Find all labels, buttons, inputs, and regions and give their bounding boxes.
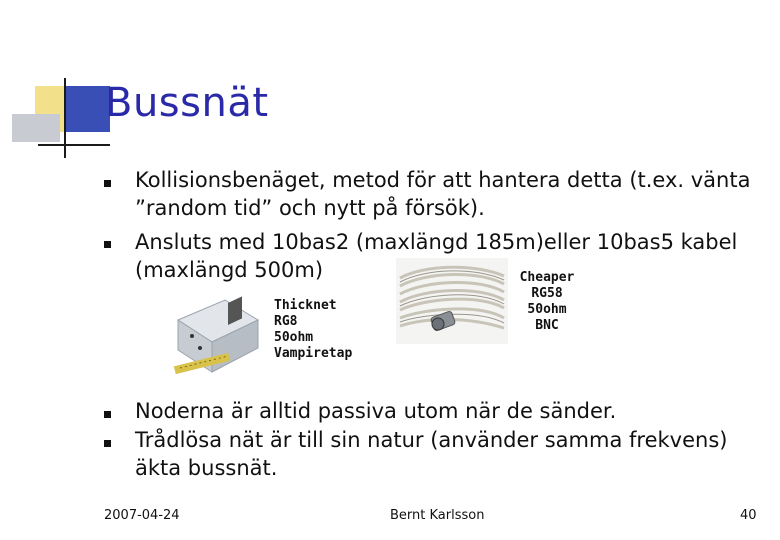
coax-cable-photo — [396, 258, 508, 344]
decor-horizontal-line — [38, 144, 110, 146]
cheaper-caption-line: Cheaper — [519, 270, 575, 285]
footer-page-number: 40 — [740, 508, 757, 523]
cheaper-caption-line: BNC — [535, 318, 559, 333]
decor-vertical-line — [64, 78, 66, 158]
thicknet-caption-line: 50ohm — [274, 330, 314, 345]
thicknet-caption-line: RG8 — [274, 314, 298, 329]
cheaper-caption-line: RG58 — [531, 286, 563, 301]
bullet-text-3: Noderna är alltid passiva utom när de sänder. — [135, 399, 617, 423]
bullet-marker-1 — [104, 180, 111, 187]
cheaper-caption — [514, 270, 580, 334]
slide-title: Bussnät — [105, 80, 269, 126]
bullet-text-2: Ansluts med 10bas2 (maxlängd 185m)eller 10bas5 kabel (maxlängd 500m) — [135, 230, 738, 282]
thicknet-caption-line: Vampiretap — [274, 346, 353, 361]
decor-gray-square — [12, 114, 60, 142]
thicknet-transceiver-photo — [170, 290, 266, 380]
bullet-marker-2 — [104, 241, 111, 248]
footer-author: Bernt Karlsson — [390, 508, 485, 523]
bullet-marker-4 — [104, 440, 111, 447]
footer-date: 2007-04-24 — [104, 508, 180, 523]
bullet-text-4: Trådlösa nät är till sin natur (använder samma frekvens) äkta bussnät. — [135, 428, 728, 480]
cheaper-caption-line: 50ohm — [527, 302, 567, 317]
thicknet-caption-line: Thicknet — [274, 298, 337, 313]
thicknet-caption — [274, 298, 352, 362]
decor-blue-square — [64, 86, 110, 132]
bullet-marker-3 — [104, 411, 111, 418]
bullet-text-1: Kollisionsbenäget, metod för att hantera detta (t.ex. vänta ”random tid” och nytt på försök). — [135, 168, 751, 220]
